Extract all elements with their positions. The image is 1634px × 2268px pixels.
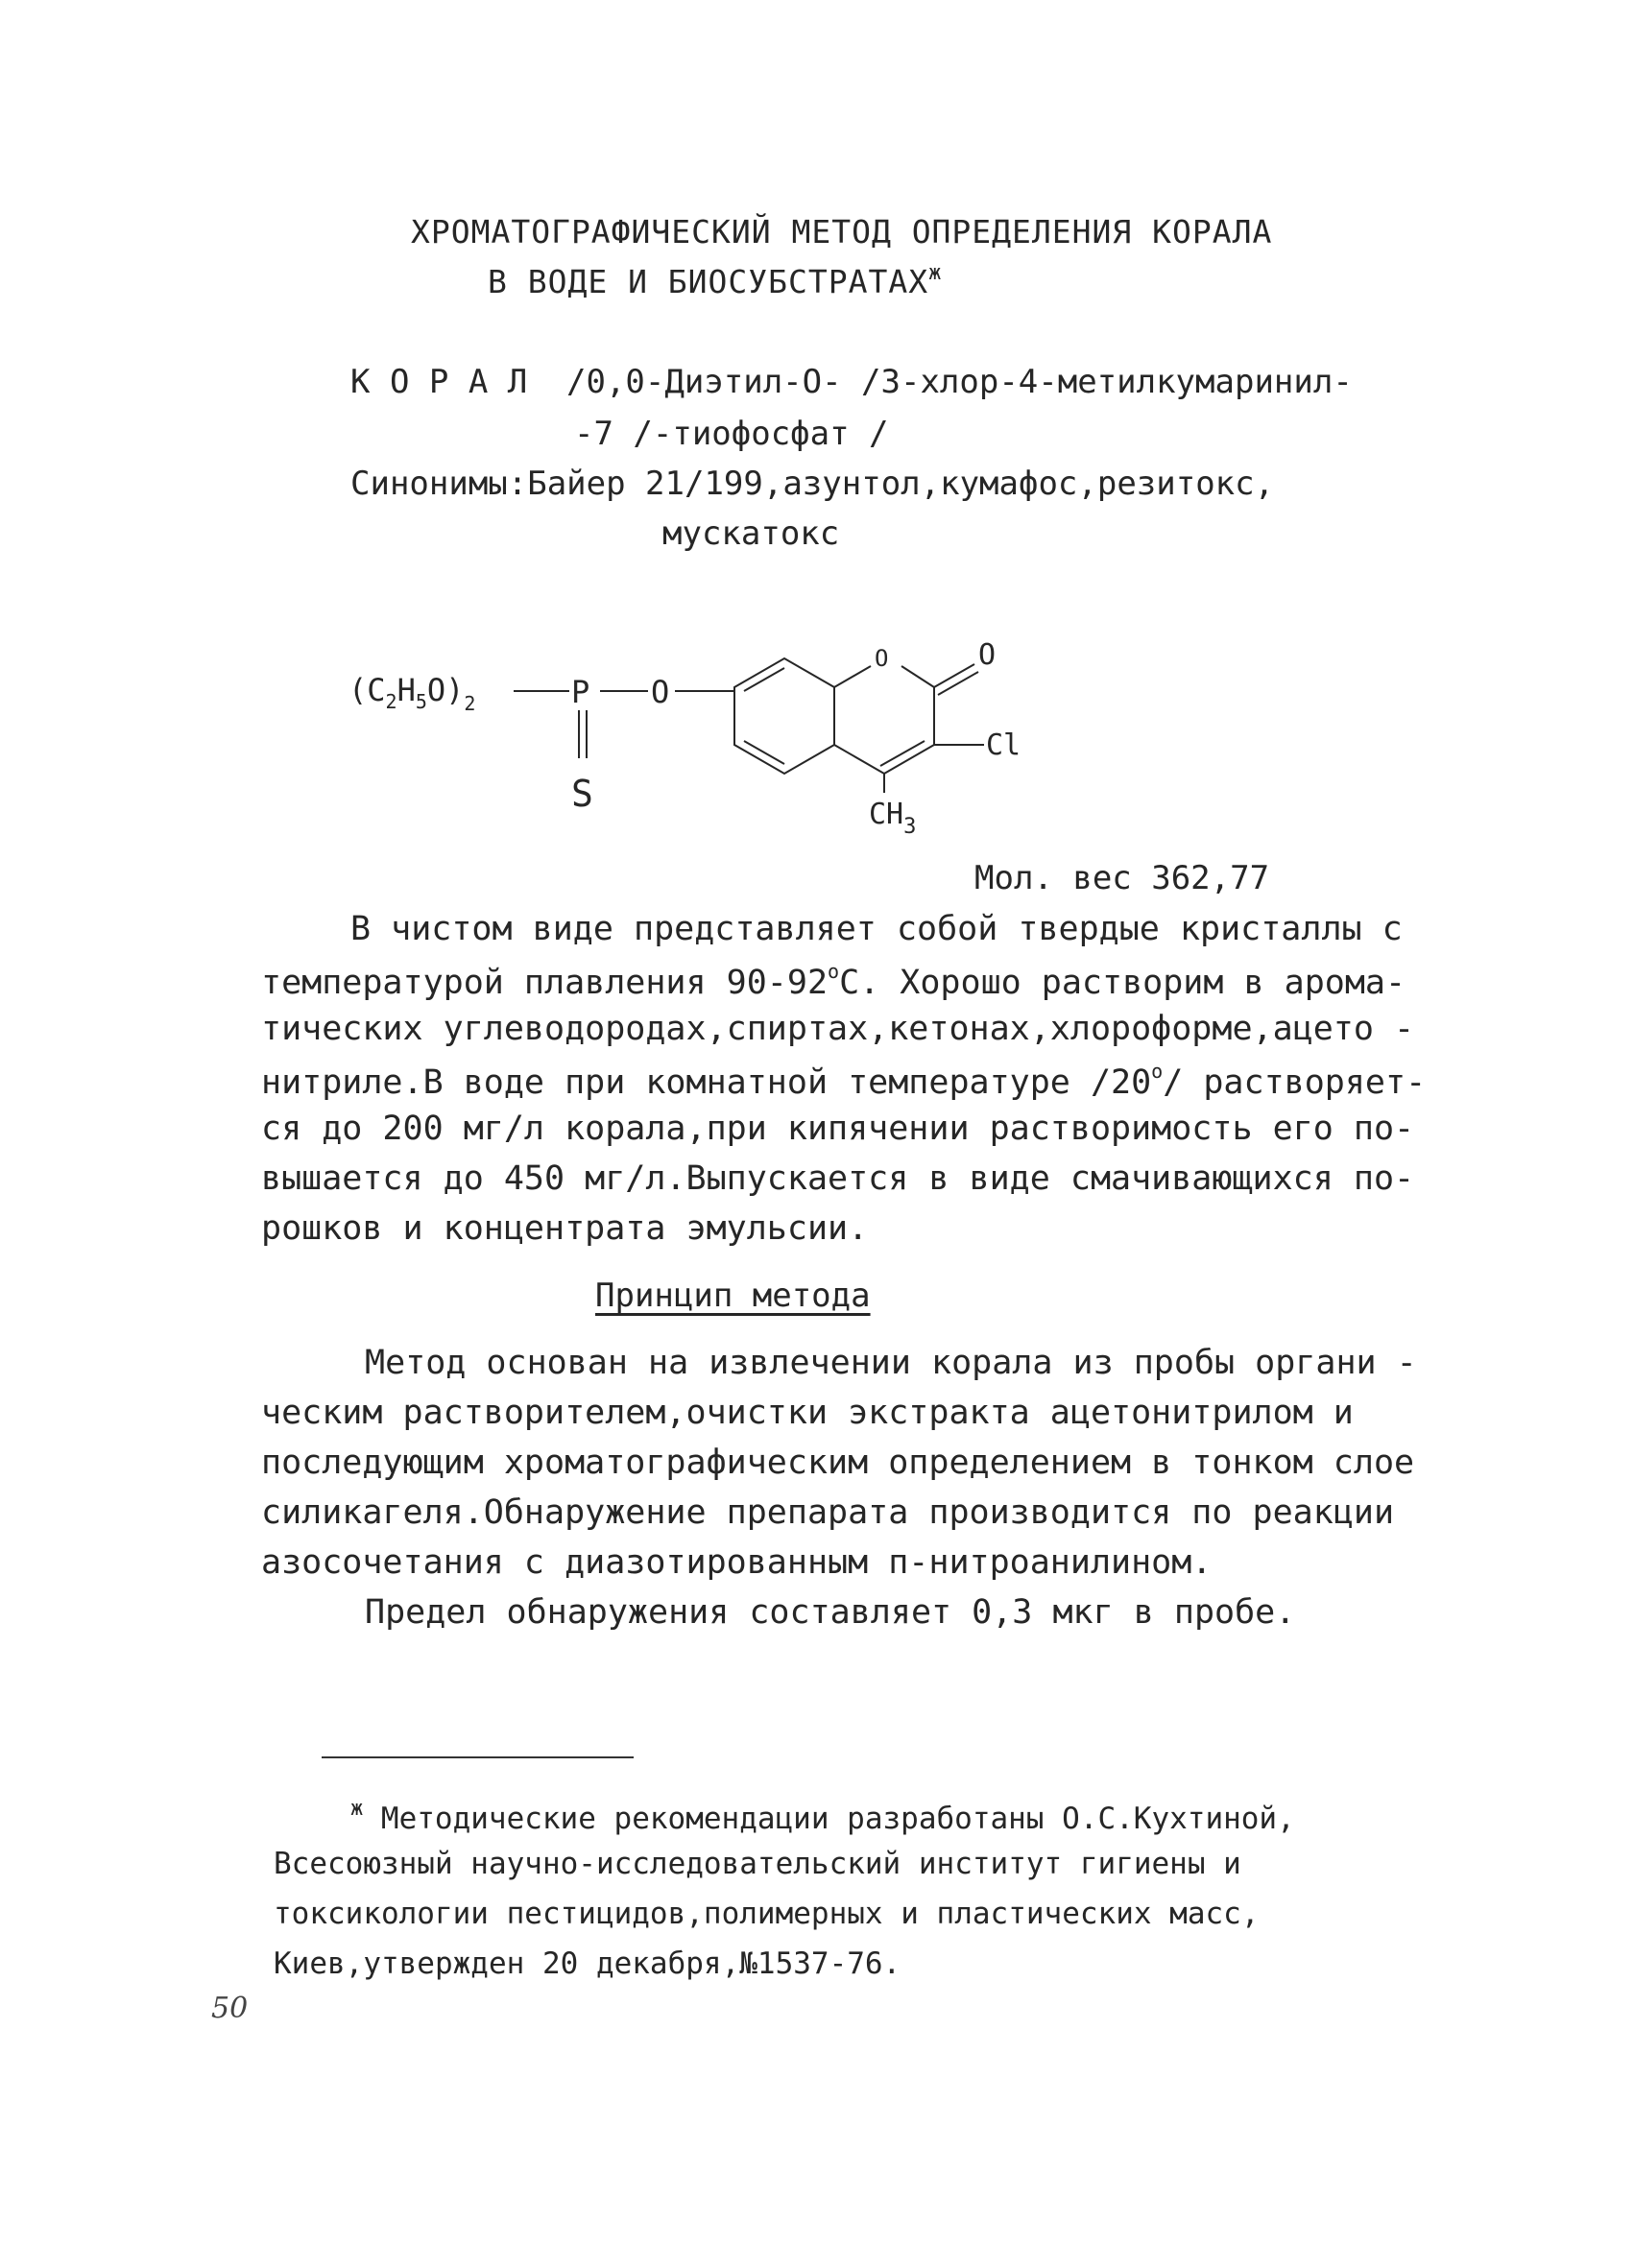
- title-line-2: [488, 261, 942, 300]
- page-number: 50: [211, 1992, 249, 2025]
- footnote-line-1-text: Методические рекомендации разработаны О.С.Кухтиной,: [380, 1802, 1295, 1836]
- formula-sulfur: S: [571, 773, 593, 815]
- para1-line-2b: С. Хорошо растворим в арома-: [839, 964, 1406, 1002]
- para1-line-5: ся до 200 мг/л корала,при кипячении растворимость его по-: [261, 1110, 1415, 1148]
- compound-name: К О Р А Л: [350, 363, 528, 401]
- para1-line-4a: нитриле.В воде при комнатной температуре /20: [261, 1063, 1152, 1102]
- compound-iupac-line-1: /0,0-Диэтил-О- /3-хлор-4-метилкумаринил-: [566, 363, 1353, 401]
- synonyms-line-1: [350, 465, 1274, 503]
- structural-formula: [341, 614, 1090, 854]
- bond-c4-c4a: [834, 745, 884, 774]
- bond-carbonyl-1: [934, 664, 974, 687]
- formula-ethoxy-group: $(C_2H_5O)_2$: [348, 672, 476, 715]
- compound-iupac-line-2: -7 /-тиофосфат /: [574, 415, 889, 453]
- para1-line-4b: / растворяет-: [1163, 1063, 1427, 1102]
- synonyms-list-1: Байер 21/199,азунтол,кумафос,резитокс,: [527, 465, 1275, 503]
- para3-detection-limit: Предел обнаружения составляет 0,3 мкг в пробе.: [365, 1593, 1296, 1632]
- formula-phosphorus: P: [571, 674, 590, 710]
- formula-methyl: $CH_3$: [869, 798, 917, 839]
- formula-carbonyl-oxygen: O: [978, 638, 997, 672]
- footnote-marker: ж: [350, 1797, 364, 1821]
- footnote-line-1: [350, 1797, 1295, 1836]
- benzene-ring: [734, 658, 834, 774]
- para1-line-2: [261, 960, 1406, 1002]
- para1-line-4: [261, 1060, 1426, 1102]
- formula-chlorine: Cl: [986, 728, 1021, 762]
- title-line-1: ХРОМАТОГРАФИЧЕСКИЙ МЕТОД ОПРЕДЕЛЕНИЯ КОРАЛА: [411, 213, 1273, 251]
- bond-ring-o: [834, 666, 871, 687]
- synonyms-label: Синонимы:: [350, 465, 528, 503]
- benzene-double-bond-1: [744, 668, 784, 691]
- para2-line-5: азосочетания с диазотированным п-нитроанилином.: [261, 1543, 1213, 1582]
- synonyms-line-2: мускатокс: [662, 514, 840, 553]
- benzene-double-bond-2: [744, 741, 784, 764]
- para1-degree-1: о: [828, 960, 840, 983]
- para2-line-2: ческим растворителем,очистки экстракта ацетонитрилом и: [261, 1394, 1354, 1432]
- footnote-line-3: токсикологии пестицидов,полимерных и пластических масс,: [274, 1897, 1260, 1931]
- para2-line-4: силикагеля.Обнаружение препарата производится по реакции: [261, 1493, 1395, 1532]
- footnote-divider: [322, 1756, 634, 1758]
- formula-bridge-oxygen: O: [651, 674, 670, 710]
- para1-line-6: вышается до 450 мг/л.Выпускается в виде смачивающихся по-: [261, 1159, 1415, 1198]
- para1-line-2a: температурой плавления 90-92: [261, 964, 829, 1002]
- para2-line-3: последующим хроматографическим определением в тонком слое: [261, 1444, 1415, 1482]
- footnote-line-4: Киев,утвержден 20 декабря,№1537-76.: [274, 1946, 901, 1981]
- bond-o-carbonyl-carbon: [901, 666, 934, 687]
- molecular-weight: Мол. вес 362,77: [974, 859, 1270, 897]
- bond-carbonyl-2: [938, 672, 978, 695]
- title-footnote-marker: ж: [928, 261, 943, 285]
- para1-line-3: тических углеводородах,спиртах,кетонах,хлороформе,ацето -: [261, 1010, 1415, 1048]
- para1-line-7: рошков и концентрата эмульсии.: [261, 1209, 869, 1248]
- section-heading: Принцип метода: [595, 1277, 871, 1315]
- para1-line-1: В чистом виде представляет собой твердые кристаллы с: [350, 910, 1403, 948]
- formula-ring-oxygen: O: [875, 645, 889, 672]
- para2-line-1: Метод основан на извлечении корала из пробы органи -: [365, 1344, 1417, 1382]
- footnote-line-2: Всесоюзный научно-исследовательский институт гигиены и: [274, 1847, 1241, 1881]
- title-line-2-text: В ВОДЕ И БИОСУБСТРАТАХ: [488, 263, 929, 300]
- para1-degree-2: о: [1151, 1060, 1164, 1083]
